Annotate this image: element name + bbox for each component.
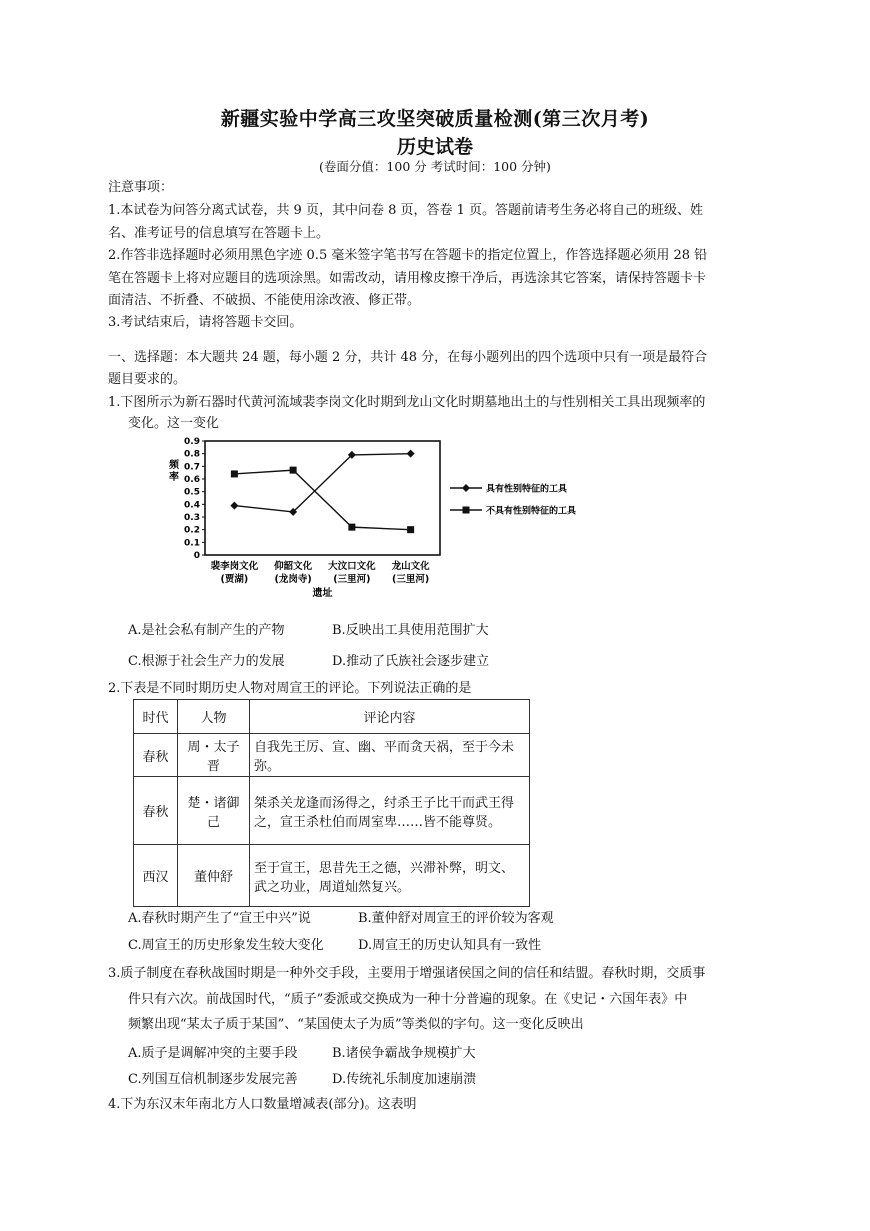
y-tick-label: 0.7 <box>184 462 200 473</box>
series-line <box>234 454 410 512</box>
table-cell-comment: 至于宣王，思昔先王之德，兴滞补弊，明文、武之功业，周道灿然复兴。 <box>250 845 530 907</box>
legend-label: 不具有性别特征的工具 <box>486 506 577 517</box>
q3-stem-cont: 件只有六次。前战国时代，“质子”委派或交换成为一种十分普遍的现象。在《史记・六国年表》中 <box>128 992 688 1007</box>
y-tick-label: 0.8 <box>184 449 200 460</box>
y-tick-label: 0 <box>193 551 200 561</box>
table-header: 评论内容 <box>250 700 530 734</box>
table-header: 人物 <box>178 700 250 734</box>
note-line: 名、准考证号的信息填写在答题卡上。 <box>108 226 330 241</box>
q2-table <box>133 699 530 907</box>
table-row <box>134 734 530 777</box>
note-line: 面清洁、不折叠、不破损、不能使用涂改液、修正带。 <box>108 293 421 308</box>
x-axis-label: 遗址 <box>312 588 333 599</box>
notes-heading: 注意事项： <box>108 180 174 195</box>
q2-option-b: B.董仲舒对周宣王的评价较为客观 <box>358 911 554 926</box>
section-heading: 一、选择题：本大题共 24 题，每小题 2 分，共计 48 分，在每小题列出的四个选项中只有一项是最符合 <box>108 350 708 365</box>
q2-stem: 2.下表是不同时期历史人物对周宣王的评论。下列说法正确的是 <box>108 681 472 696</box>
q1-stem-cont: 变化。这一变化 <box>128 416 220 431</box>
data-point-square <box>407 526 414 533</box>
table-cell-comment: 桀杀关龙逢而汤得之，纣杀王子比干而武王得之，宣王杀杜伯而周室卑……皆不能尊贤。 <box>250 777 530 845</box>
subject-title: 历史试卷 <box>396 136 473 158</box>
q3-option-c: C.列国互信机制逐步发展完善 <box>128 1072 298 1087</box>
y-tick-label: 0.6 <box>184 475 200 485</box>
section-heading-cont: 题目要求的。 <box>108 372 187 387</box>
q3-option-b: B.诸侯争霸战争规模扩大 <box>332 1046 476 1061</box>
data-point-square <box>348 524 355 531</box>
data-point-square <box>231 470 238 477</box>
y-tick-label: 0.9 <box>184 437 200 447</box>
y-tick-label: 0.4 <box>184 500 200 511</box>
q1-option-a: A.是社会私有制产生的产物 <box>128 623 285 638</box>
data-point-diamond <box>230 502 238 510</box>
note-line: 3.考试结束后，请将答题卡交回。 <box>108 315 303 330</box>
x-tick-label: 龙山文化 <box>391 561 430 572</box>
q3-option-d: D.传统礼乐制度加速崩溃 <box>332 1072 477 1087</box>
q1-option-d: D.推动了氏族社会逐步建立 <box>332 654 490 669</box>
q1-option-c: C.根源于社会生产力的发展 <box>128 654 285 669</box>
exam-info: (卷面分值：100 分 考试时间：100 分钟) <box>319 159 551 174</box>
series-line <box>234 470 410 530</box>
q3-option-a: A.质子是调解冲突的主要手段 <box>128 1046 298 1061</box>
q3-stem: 3.质子制度在春秋战国时期是一种外交手段，主要用于增强诸侯国之间的信任和结盟。春秋时期，交质事 <box>108 966 706 981</box>
table-row <box>134 845 530 907</box>
y-axis-label: 频 <box>169 460 179 471</box>
table-cell-era: 春秋 <box>134 734 178 777</box>
table-header-row <box>134 700 530 734</box>
exam-title: 新疆实验中学高三攻坚突破质量检测(第三次月考) <box>220 108 650 130</box>
table-cell-era: 西汉 <box>134 845 178 907</box>
q1-option-b: B.反映出工具使用范围扩大 <box>332 623 489 638</box>
y-axis-label: 率 <box>169 472 179 483</box>
x-tick-sublabel: (贾湖) <box>220 574 249 585</box>
data-point-square <box>290 467 297 474</box>
x-tick-sublabel: (龙岗寺) <box>274 574 312 585</box>
table-cell-era: 春秋 <box>134 777 178 845</box>
q2-option-d: D.周宣王的历史认知具有一致性 <box>358 938 542 953</box>
legend-marker-square <box>463 507 470 514</box>
x-tick-label: 大汶口文化 <box>328 561 376 572</box>
legend-label: 具有性别特征的工具 <box>486 484 568 495</box>
x-tick-sublabel: (三里河) <box>333 574 371 585</box>
table-cell-comment: 自我先王厉、宣、幽、平而贪天祸，至于今未弥。 <box>250 734 530 777</box>
note-line: 1.本试卷为问答分离式试卷，共 9 页，其中问卷 8 页，答卷 1 页。答题前请考生务必将自己的班级、姓 <box>108 203 704 218</box>
legend-marker-diamond <box>462 484 470 492</box>
x-tick-label: 仰韶文化 <box>274 561 313 572</box>
table-cell-person: 周・太子晋 <box>178 734 250 777</box>
table-row <box>134 777 530 845</box>
y-tick-label: 0.2 <box>184 525 200 536</box>
q3-stem-cont: 频繁出现“某太子质于某国”、“某国使太子为质”等类似的字句。这一变化反映出 <box>128 1017 584 1032</box>
table-header: 时代 <box>134 700 178 734</box>
q1-line-chart <box>150 432 610 610</box>
x-tick-label: 裴李岗文化 <box>210 561 259 572</box>
y-tick-label: 0.1 <box>184 538 200 549</box>
x-tick-sublabel: (三里河) <box>392 574 430 585</box>
data-point-diamond <box>407 450 415 458</box>
y-tick-label: 0.3 <box>184 513 200 523</box>
note-line: 2.作答非选择题时必须用黑色字迹 0.5 毫米签字笔书写在答题卡的指定位置上，作答选择题必须用 28 铅 <box>108 248 708 263</box>
y-tick-label: 0.5 <box>184 487 200 498</box>
table-cell-person: 董仲舒 <box>178 845 250 907</box>
q4-stem: 4.下为东汉末年南北方人口数量增减表(部分)。这表明 <box>108 1097 417 1112</box>
table-cell-person: 楚・诸御己 <box>178 777 250 845</box>
q2-option-a: A.春秋时期产生了“宣王中兴”说 <box>128 911 311 926</box>
q2-option-c: C.周宣王的历史形象发生较大变化 <box>128 938 324 953</box>
q1-stem: 1.下图所示为新石器时代黄河流域裴李岗文化时期到龙山文化时期墓地出土的与性别相关工具出现频率的 <box>108 395 706 410</box>
note-line: 笔在答题卡上将对应题目的选项涂黑。如需改动，请用橡皮擦干净后，再选涂其它答案，请保持答题卡卡 <box>108 271 707 286</box>
